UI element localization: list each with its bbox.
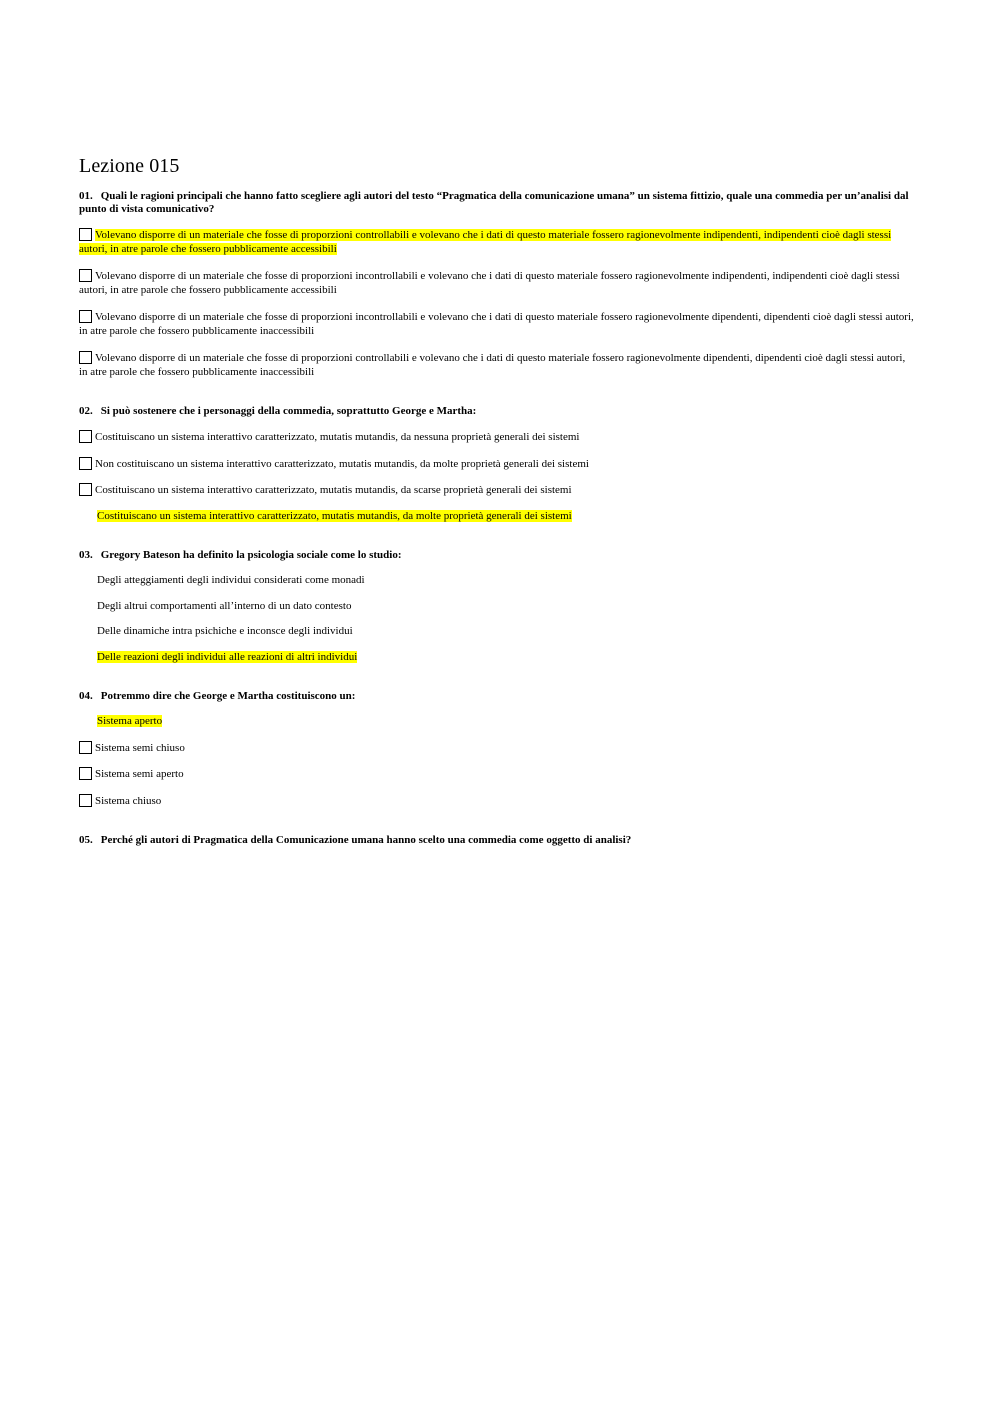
answer-1b bbox=[79, 269, 915, 297]
checkbox[interactable] bbox=[79, 767, 92, 780]
question-number: 04. bbox=[79, 690, 93, 702]
checkbox[interactable] bbox=[79, 457, 92, 470]
answer-text: Sistema semi chiuso bbox=[95, 741, 185, 754]
answer-text: Volevano disporre di un materiale che fosse di proporzioni incontrollabili e volevano che i dati di questo materiale fossero ragionevolmente indipendenti, indipendenti cioè dagli stessi autori, in atre parole che fossero pubblicamente accessibili bbox=[79, 270, 900, 296]
checkbox[interactable] bbox=[79, 310, 92, 323]
answer-text-highlighted: Sistema aperto bbox=[97, 715, 163, 727]
answer-3b bbox=[79, 600, 915, 614]
question-number: 03. bbox=[79, 549, 93, 561]
answer-2c bbox=[79, 483, 915, 498]
question-block-4 bbox=[79, 690, 915, 808]
answer-text-highlighted: Delle reazioni degli individui alle reazioni di altri individui bbox=[97, 650, 358, 663]
question-text: Si può sostenere che i personaggi della commedia, soprattutto George e Martha: bbox=[100, 405, 477, 417]
question-block-2 bbox=[79, 405, 915, 523]
document-page bbox=[79, 155, 915, 873]
question-block-5 bbox=[79, 834, 915, 847]
checkbox[interactable] bbox=[79, 741, 92, 754]
checkbox[interactable] bbox=[79, 269, 92, 282]
checkbox[interactable] bbox=[79, 228, 92, 241]
question-block-1 bbox=[79, 190, 915, 379]
answer-text: Degli altrui comportamenti all’interno di un dato contesto bbox=[97, 599, 352, 612]
answer-2d bbox=[79, 510, 915, 524]
answer-3d bbox=[79, 651, 915, 665]
answer-text: Costituiscano un sistema interattivo caratterizzato, mutatis mutandis, da scarse proprietà generali dei sistemi bbox=[95, 484, 572, 496]
question-3 bbox=[79, 549, 915, 562]
checkbox[interactable] bbox=[79, 483, 92, 496]
answer-4c bbox=[79, 767, 915, 782]
question-text: Potremmo dire che George e Martha costituiscono un: bbox=[100, 690, 356, 702]
answer-text-highlighted: Volevano disporre di un materiale che fosse di proporzioni controllabili e volevano che i dati di questo materiale fossero ragionevolmente indipendenti, indipendenti cioè dagli stessi autori, in atre parole che fossero pubblicamente accessibili bbox=[79, 229, 892, 255]
question-block-3 bbox=[79, 549, 915, 664]
answer-2b bbox=[79, 457, 915, 472]
answer-text: Delle dinamiche intra psichiche e inconsce degli individui bbox=[97, 625, 353, 637]
checkbox[interactable] bbox=[79, 351, 92, 364]
answer-1a bbox=[79, 228, 915, 256]
answer-text: Costituiscano un sistema interattivo caratterizzato, mutatis mutandis, da nessuna proprietà generali dei sistemi bbox=[95, 431, 580, 443]
answer-text: Sistema chiuso bbox=[95, 794, 162, 807]
answer-text: Sistema semi aperto bbox=[95, 768, 184, 780]
answer-4d bbox=[79, 794, 915, 809]
answer-text: Degli atteggiamenti degli individui considerati come monadi bbox=[97, 574, 365, 586]
answer-3c bbox=[79, 625, 915, 639]
checkbox[interactable] bbox=[79, 794, 92, 807]
answer-4a bbox=[79, 715, 915, 729]
question-number: 05. bbox=[79, 834, 93, 846]
answer-text: Non costituiscano un sistema interattivo caratterizzato, mutatis mutandis, da molte proprietà generali dei sistemi bbox=[95, 457, 589, 470]
answer-4b bbox=[79, 741, 915, 756]
answer-text: Volevano disporre di un materiale che fosse di proporzioni controllabili e volevano che i dati di questo materiale fossero ragionevolmente dipendenti, dipendenti cioè dagli stessi autori, in atre parole che fossero pubblicamente inaccessibili bbox=[79, 352, 906, 378]
question-5 bbox=[79, 834, 915, 847]
answer-text-highlighted: Costituiscano un sistema interattivo caratterizzato, mutatis mutandis, da molte proprietà generali dei sistemi bbox=[97, 509, 572, 522]
answer-text: Volevano disporre di un materiale che fosse di proporzioni incontrollabili e volevano che i dati di questo materiale fossero ragionevolmente dipendenti, dipendenti cioè dagli stessi autori, in atre parole che fossero pubblicamente inaccessibili bbox=[79, 311, 914, 337]
answer-1d bbox=[79, 351, 915, 379]
question-text: Perché gli autori di Pragmatica della Comunicazione umana hanno scelto una commedia come oggetto di analisi? bbox=[100, 834, 632, 846]
question-text: Quali le ragioni principali che hanno fatto scegliere agli autori del testo “Pragmatica della comunicazione umana” un sistema fittizio, quale una commedia per un’analisi dal punto di vista comunicativo? bbox=[79, 190, 909, 215]
answer-2a bbox=[79, 430, 915, 445]
question-number: 02. bbox=[79, 405, 93, 417]
answer-1c bbox=[79, 310, 915, 338]
question-4 bbox=[79, 690, 915, 703]
answer-3a bbox=[79, 574, 915, 588]
question-2 bbox=[79, 405, 915, 418]
checkbox[interactable] bbox=[79, 430, 92, 443]
question-number: 01. bbox=[79, 190, 93, 202]
lesson-title: Lezione 015 bbox=[79, 155, 180, 177]
question-text: Gregory Bateson ha definito la psicologia sociale come lo studio: bbox=[100, 549, 402, 561]
question-1 bbox=[79, 190, 915, 216]
